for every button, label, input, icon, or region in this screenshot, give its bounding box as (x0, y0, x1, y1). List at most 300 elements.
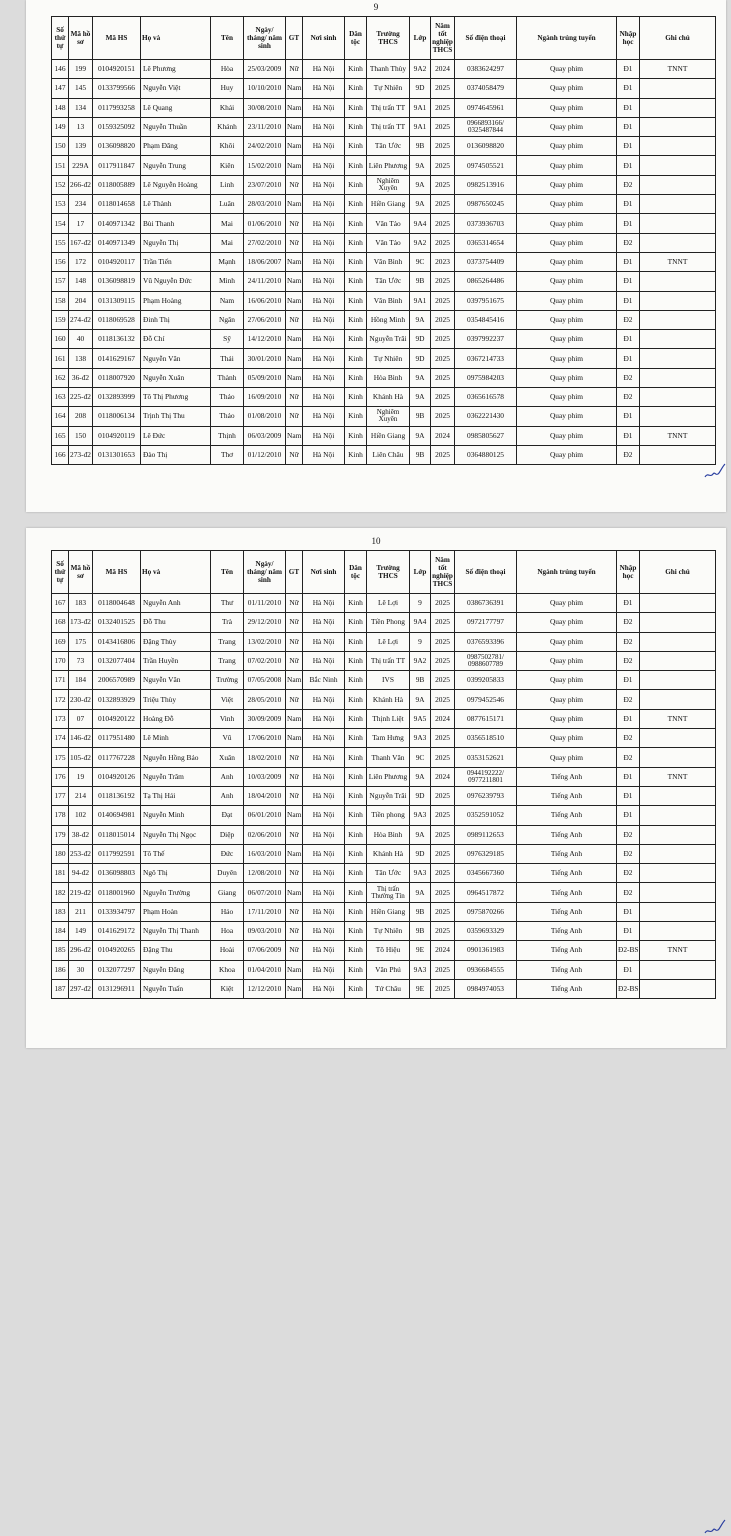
cell-ho-va: Phạm Hoàn (141, 902, 211, 921)
cell-nhap-hoc: Đ2 (617, 748, 640, 767)
cell-ho-va: Đinh Thị (141, 310, 211, 329)
table-row (52, 117, 716, 136)
cell-noi-sinh: Hà Nội (303, 426, 345, 445)
cell-ma-ho-so: 274-đ2 (69, 310, 93, 329)
cell-so-dien-thoai: 0976239793 (455, 786, 517, 805)
cell-noi-sinh: Hà Nội (303, 175, 345, 194)
cell-ten: Hoa (211, 922, 244, 941)
cell-ho-va: Tạ Thị Hải (141, 786, 211, 805)
cell-ghi-chu (640, 729, 716, 748)
cell-lop: 9C (410, 748, 431, 767)
cell-stt: 149 (52, 117, 69, 136)
table-body (52, 594, 716, 999)
cell-ma-hs: 0133934797 (93, 902, 141, 921)
cell-ma-hs: 0118136132 (93, 330, 141, 349)
cell-stt: 153 (52, 195, 69, 214)
cell-nhap-hoc: Đ1 (617, 671, 640, 690)
cell-stt: 165 (52, 426, 69, 445)
header-cell: Nơi sinh (303, 17, 345, 60)
cell-nhap-hoc: Đ1 (617, 960, 640, 979)
cell-stt: 176 (52, 767, 69, 786)
cell-ma-ho-so: 296-đ2 (69, 941, 93, 960)
cell-nam-tot-nghiep: 2025 (431, 671, 455, 690)
cell-lop: 9A1 (410, 117, 431, 136)
cell-ho-va: Nguyễn Đăng (141, 960, 211, 979)
header-cell: Họ và (141, 17, 211, 60)
table-row (52, 941, 716, 960)
cell-noi-sinh: Hà Nội (303, 960, 345, 979)
cell-ngay-sinh: 12/12/2010 (244, 979, 286, 998)
cell-ma-hs: 0136098803 (93, 864, 141, 883)
cell-dan-toc: Kinh (345, 767, 367, 786)
cell-noi-sinh: Hà Nội (303, 310, 345, 329)
cell-nhap-hoc: Đ2 (617, 690, 640, 709)
cell-stt: 182 (52, 883, 69, 902)
cell-noi-sinh: Bắc Ninh (303, 671, 345, 690)
cell-so-dien-thoai: 0359693329 (455, 922, 517, 941)
cell-nhap-hoc: Đ1 (617, 272, 640, 291)
cell-noi-sinh: Hà Nội (303, 864, 345, 883)
cell-noi-sinh: Hà Nội (303, 902, 345, 921)
cell-ma-hs: 0132077297 (93, 960, 141, 979)
cell-truong-thcs: Thị trấn TT (367, 117, 410, 136)
cell-so-dien-thoai: 0987650245 (455, 195, 517, 214)
cell-so-dien-thoai: 0376593396 (455, 632, 517, 651)
cell-so-dien-thoai: 0354845416 (455, 310, 517, 329)
cell-nganh-trung-tuyen: Quay phim (517, 291, 617, 310)
cell-stt: 151 (52, 156, 69, 175)
cell-nam-tot-nghiep: 2025 (431, 349, 455, 368)
cell-ngay-sinh: 06/01/2010 (244, 806, 286, 825)
cell-ma-ho-so: 138 (69, 349, 93, 368)
cell-nhap-hoc: Đ1 (617, 902, 640, 921)
cell-dan-toc: Kinh (345, 671, 367, 690)
cell-lop: 9A (410, 883, 431, 902)
cell-ma-ho-so: 07 (69, 709, 93, 728)
cell-noi-sinh: Hà Nội (303, 252, 345, 271)
cell-ho-va: Lê Quang (141, 98, 211, 117)
cell-dan-toc: Kinh (345, 98, 367, 117)
cell-truong-thcs: Thị trấn TT (367, 651, 410, 670)
cell-ngay-sinh: 30/08/2010 (244, 98, 286, 117)
cell-ma-ho-so: 211 (69, 902, 93, 921)
cell-so-dien-thoai: 0984974053 (455, 979, 517, 998)
cell-truong-thcs: Nguyễn Trãi (367, 330, 410, 349)
table-row (52, 671, 716, 690)
cell-ghi-chu (640, 233, 716, 252)
cell-so-dien-thoai: 0877615171 (455, 709, 517, 728)
cell-gioi-tinh: Nữ (286, 864, 303, 883)
cell-so-dien-thoai: 0989112653 (455, 825, 517, 844)
cell-dan-toc: Kinh (345, 117, 367, 136)
cell-nam-tot-nghiep: 2025 (431, 922, 455, 941)
cell-noi-sinh: Hà Nội (303, 632, 345, 651)
cell-gioi-tinh: Nữ (286, 445, 303, 464)
cell-nam-tot-nghiep: 2025 (431, 979, 455, 998)
cell-ten: Nam (211, 291, 244, 310)
cell-nhap-hoc: Đ1 (617, 79, 640, 98)
cell-ghi-chu (640, 79, 716, 98)
cell-lop: 9A (410, 426, 431, 445)
cell-ngay-sinh: 06/03/2009 (244, 426, 286, 445)
cell-nam-tot-nghiep: 2024 (431, 60, 455, 79)
cell-ngay-sinh: 15/02/2010 (244, 156, 286, 175)
signature-mark (704, 1518, 726, 1536)
cell-ho-va: Lê Thành (141, 195, 211, 214)
cell-ten: Huy (211, 79, 244, 98)
cell-nhap-hoc: Đ1 (617, 806, 640, 825)
cell-nganh-trung-tuyen: Quay phim (517, 613, 617, 632)
cell-gioi-tinh: Nam (286, 195, 303, 214)
cell-truong-thcs: Tân Ước (367, 864, 410, 883)
cell-nhap-hoc: Đ1 (617, 98, 640, 117)
cell-ten: Mạnh (211, 252, 244, 271)
cell-ho-va: Nguyễn Việt (141, 79, 211, 98)
cell-lop: 9A4 (410, 214, 431, 233)
cell-nganh-trung-tuyen: Quay phim (517, 272, 617, 291)
cell-nhap-hoc: Đ1 (617, 214, 640, 233)
table-row (52, 922, 716, 941)
cell-gioi-tinh: Nam (286, 79, 303, 98)
cell-ghi-chu (640, 156, 716, 175)
cell-nhap-hoc: Đ1 (617, 426, 640, 445)
cell-gioi-tinh: Nữ (286, 233, 303, 252)
cell-so-dien-thoai: 0982513916 (455, 175, 517, 194)
cell-ghi-chu (640, 594, 716, 613)
cell-nganh-trung-tuyen: Quay phim (517, 594, 617, 613)
cell-ma-ho-so: 146-đ2 (69, 729, 93, 748)
cell-ngay-sinh: 10/03/2009 (244, 767, 286, 786)
cell-ten: Mai (211, 233, 244, 252)
cell-ma-ho-so: 183 (69, 594, 93, 613)
cell-ghi-chu (640, 864, 716, 883)
cell-ma-ho-so: 139 (69, 137, 93, 156)
cell-truong-thcs: Tiền Phong (367, 613, 410, 632)
cell-lop: 9A (410, 388, 431, 407)
header-cell: Số điện thoại (455, 17, 517, 60)
cell-ma-ho-so: 253-đ2 (69, 844, 93, 863)
cell-ten: Anh (211, 767, 244, 786)
cell-ghi-chu (640, 844, 716, 863)
cell-ten: Khánh (211, 117, 244, 136)
cell-ngay-sinh: 28/05/2010 (244, 690, 286, 709)
cell-nganh-trung-tuyen: Tiếng Anh (517, 825, 617, 844)
cell-ma-hs: 0117992591 (93, 844, 141, 863)
cell-ngay-sinh: 29/12/2010 (244, 613, 286, 632)
cell-ngay-sinh: 27/06/2010 (244, 310, 286, 329)
cell-stt: 180 (52, 844, 69, 863)
cell-ghi-chu (640, 883, 716, 902)
cell-nam-tot-nghiep: 2024 (431, 767, 455, 786)
cell-ten: Duyên (211, 864, 244, 883)
cell-nhap-hoc: Đ1 (617, 60, 640, 79)
cell-gioi-tinh: Nam (286, 844, 303, 863)
cell-ma-hs: 0118006134 (93, 407, 141, 426)
cell-ho-va: Nguyễn Văn (141, 349, 211, 368)
cell-ho-va: Bùi Thanh (141, 214, 211, 233)
cell-ghi-chu: TNNT (640, 709, 716, 728)
cell-ma-ho-so: 30 (69, 960, 93, 979)
cell-nhap-hoc: Đ1 (617, 594, 640, 613)
cell-stt: 175 (52, 748, 69, 767)
header-cell: Nhập học (617, 551, 640, 594)
cell-noi-sinh: Hà Nội (303, 368, 345, 387)
cell-ho-va: Đặng Thùy (141, 632, 211, 651)
cell-truong-thcs: Thịnh Liệt (367, 709, 410, 728)
cell-gioi-tinh: Nữ (286, 825, 303, 844)
cell-lop: 9A (410, 156, 431, 175)
table-row (52, 786, 716, 805)
cell-truong-thcs: Hòa Bình (367, 825, 410, 844)
cell-nganh-trung-tuyen: Quay phim (517, 368, 617, 387)
cell-nganh-trung-tuyen: Quay phim (517, 349, 617, 368)
cell-nam-tot-nghiep: 2025 (431, 960, 455, 979)
cell-nam-tot-nghiep: 2025 (431, 98, 455, 117)
cell-ma-ho-so: 173-đ2 (69, 613, 93, 632)
cell-noi-sinh: Hà Nội (303, 233, 345, 252)
cell-so-dien-thoai: 0365314654 (455, 233, 517, 252)
cell-nhap-hoc: Đ2 (617, 864, 640, 883)
cell-dan-toc: Kinh (345, 594, 367, 613)
cell-ma-ho-so: 13 (69, 117, 93, 136)
cell-ma-ho-so: 102 (69, 806, 93, 825)
cell-stt: 171 (52, 671, 69, 690)
cell-gioi-tinh: Nữ (286, 922, 303, 941)
cell-ten: Thảo (211, 407, 244, 426)
cell-nganh-trung-tuyen: Tiếng Anh (517, 883, 617, 902)
cell-lop: 9B (410, 272, 431, 291)
cell-ma-ho-so: 40 (69, 330, 93, 349)
cell-ten: Khải (211, 98, 244, 117)
cell-nam-tot-nghiep: 2024 (431, 426, 455, 445)
cell-lop: 9A (410, 825, 431, 844)
cell-nhap-hoc: Đ1 (617, 709, 640, 728)
header-cell: Ngày/ tháng/ năm sinh (244, 551, 286, 594)
cell-ho-va: Nguyễn Thuần (141, 117, 211, 136)
cell-ten: Thảo (211, 388, 244, 407)
cell-nam-tot-nghiep: 2024 (431, 709, 455, 728)
cell-ma-ho-so: 145 (69, 79, 93, 98)
cell-gioi-tinh: Nam (286, 291, 303, 310)
cell-nganh-trung-tuyen: Tiếng Anh (517, 786, 617, 805)
cell-ghi-chu (640, 137, 716, 156)
cell-so-dien-thoai: 0901361983 (455, 941, 517, 960)
cell-dan-toc: Kinh (345, 979, 367, 998)
header-cell: Số thứ tự (52, 17, 69, 60)
cell-nam-tot-nghiep: 2025 (431, 594, 455, 613)
cell-ma-ho-so: 219-đ2 (69, 883, 93, 902)
cell-ho-va: Nguyễn Trâm (141, 767, 211, 786)
cell-stt: 162 (52, 368, 69, 387)
cell-ma-hs: 0141629167 (93, 349, 141, 368)
cell-nam-tot-nghiep: 2025 (431, 651, 455, 670)
cell-dan-toc: Kinh (345, 214, 367, 233)
cell-nganh-trung-tuyen: Tiếng Anh (517, 922, 617, 941)
cell-ngay-sinh: 05/09/2010 (244, 368, 286, 387)
cell-nhap-hoc: Đ2 (617, 310, 640, 329)
cell-lop: 9B (410, 671, 431, 690)
cell-ma-hs: 0118136192 (93, 786, 141, 805)
cell-truong-thcs: Khánh Hà (367, 844, 410, 863)
cell-lop: 9A2 (410, 60, 431, 79)
cell-ma-ho-so: 17 (69, 214, 93, 233)
cell-noi-sinh: Hà Nội (303, 117, 345, 136)
cell-stt: 160 (52, 330, 69, 349)
cell-ma-ho-so: 149 (69, 922, 93, 941)
cell-ghi-chu (640, 902, 716, 921)
cell-so-dien-thoai: 0367214733 (455, 349, 517, 368)
cell-so-dien-thoai: 0964517872 (455, 883, 517, 902)
cell-ten: Sỹ (211, 330, 244, 349)
cell-ma-hs: 0104920122 (93, 709, 141, 728)
cell-nhap-hoc: Đ2 (617, 729, 640, 748)
cell-gioi-tinh: Nữ (286, 214, 303, 233)
cell-dan-toc: Kinh (345, 60, 367, 79)
cell-dan-toc: Kinh (345, 632, 367, 651)
cell-ten: Minh (211, 272, 244, 291)
cell-nhap-hoc: Đ1 (617, 291, 640, 310)
cell-ho-va: Phạm Hoàng (141, 291, 211, 310)
cell-stt: 184 (52, 922, 69, 941)
header-cell: Ghi chú (640, 551, 716, 594)
cell-dan-toc: Kinh (345, 310, 367, 329)
cell-stt: 172 (52, 690, 69, 709)
cell-nam-tot-nghiep: 2025 (431, 883, 455, 902)
cell-nam-tot-nghiep: 2025 (431, 175, 455, 194)
cell-nhap-hoc: Đ2 (617, 445, 640, 464)
cell-ma-ho-so: 225-đ2 (69, 388, 93, 407)
cell-ghi-chu (640, 748, 716, 767)
cell-truong-thcs: Thị trấn TT (367, 98, 410, 117)
cell-nganh-trung-tuyen: Quay phim (517, 137, 617, 156)
cell-ma-ho-so: 208 (69, 407, 93, 426)
cell-ten: Kiệt (211, 979, 244, 998)
cell-ngay-sinh: 07/06/2009 (244, 941, 286, 960)
cell-ho-va: Nguyễn Anh (141, 594, 211, 613)
cell-ngay-sinh: 30/09/2009 (244, 709, 286, 728)
cell-ngay-sinh: 23/07/2010 (244, 175, 286, 194)
cell-so-dien-thoai: 0976329185 (455, 844, 517, 863)
cell-ten: Thư (211, 594, 244, 613)
cell-dan-toc: Kinh (345, 272, 367, 291)
cell-nam-tot-nghiep: 2025 (431, 117, 455, 136)
cell-dan-toc: Kinh (345, 426, 367, 445)
table-row (52, 195, 716, 214)
signature-mark (704, 462, 726, 480)
cell-ma-hs: 0140971342 (93, 214, 141, 233)
cell-noi-sinh: Hà Nội (303, 407, 345, 426)
cell-nam-tot-nghiep: 2025 (431, 613, 455, 632)
cell-nam-tot-nghiep: 2025 (431, 368, 455, 387)
cell-truong-thcs: Tự Nhiên (367, 922, 410, 941)
cell-noi-sinh: Hà Nội (303, 214, 345, 233)
cell-gioi-tinh: Nữ (286, 310, 303, 329)
cell-ma-ho-so: 229A (69, 156, 93, 175)
cell-nganh-trung-tuyen: Quay phim (517, 426, 617, 445)
cell-noi-sinh: Hà Nội (303, 767, 345, 786)
cell-nganh-trung-tuyen: Quay phim (517, 252, 617, 271)
cell-lop: 9E (410, 941, 431, 960)
cell-dan-toc: Kinh (345, 729, 367, 748)
cell-lop: 9 (410, 632, 431, 651)
cell-lop: 9A (410, 310, 431, 329)
cell-ten: Diệp (211, 825, 244, 844)
cell-ghi-chu (640, 349, 716, 368)
cell-ngay-sinh: 18/02/2010 (244, 748, 286, 767)
cell-lop: 9A (410, 368, 431, 387)
cell-nam-tot-nghiep: 2025 (431, 233, 455, 252)
cell-nhap-hoc: Đ2 (617, 175, 640, 194)
cell-gioi-tinh: Nam (286, 960, 303, 979)
cell-stt: 156 (52, 252, 69, 271)
cell-ho-va: Nguyễn Hồng Bảo (141, 748, 211, 767)
cell-gioi-tinh: Nam (286, 806, 303, 825)
cell-ho-va: Nguyễn Thị Ngọc (141, 825, 211, 844)
cell-nhap-hoc: Đ2 (617, 651, 640, 670)
cell-so-dien-thoai: 0353152621 (455, 748, 517, 767)
cell-nganh-trung-tuyen: Quay phim (517, 748, 617, 767)
cell-nam-tot-nghiep: 2025 (431, 156, 455, 175)
header-cell: Mã hồ sơ (69, 17, 93, 60)
cell-ghi-chu (640, 407, 716, 426)
cell-stt: 167 (52, 594, 69, 613)
cell-ghi-chu (640, 922, 716, 941)
cell-nganh-trung-tuyen: Tiếng Anh (517, 902, 617, 921)
cell-ghi-chu (640, 613, 716, 632)
cell-ngay-sinh: 28/03/2010 (244, 195, 286, 214)
table-header (52, 551, 716, 594)
cell-ten: Anh (211, 786, 244, 805)
cell-ghi-chu (640, 175, 716, 194)
cell-ngay-sinh: 01/04/2010 (244, 960, 286, 979)
cell-dan-toc: Kinh (345, 922, 367, 941)
cell-truong-thcs: Tô Hiệu (367, 941, 410, 960)
cell-dan-toc: Kinh (345, 941, 367, 960)
cell-ma-ho-so: 234 (69, 195, 93, 214)
cell-ho-va: Vũ Nguyễn Đức (141, 272, 211, 291)
cell-nam-tot-nghiep: 2025 (431, 79, 455, 98)
cell-gioi-tinh: Nam (286, 368, 303, 387)
cell-ma-ho-so: 73 (69, 651, 93, 670)
cell-lop: 9A3 (410, 806, 431, 825)
cell-ma-hs: 0140694981 (93, 806, 141, 825)
cell-nam-tot-nghiep: 2025 (431, 272, 455, 291)
cell-ma-hs: 0131309115 (93, 291, 141, 310)
cell-lop: 9A5 (410, 709, 431, 728)
cell-gioi-tinh: Nữ (286, 786, 303, 805)
cell-ngay-sinh: 17/06/2010 (244, 729, 286, 748)
cell-ghi-chu: TNNT (640, 60, 716, 79)
cell-ma-hs: 0132893999 (93, 388, 141, 407)
cell-ma-hs: 0118001960 (93, 883, 141, 902)
cell-gioi-tinh: Nam (286, 98, 303, 117)
cell-so-dien-thoai: 0979452546 (455, 690, 517, 709)
table-row (52, 272, 716, 291)
cell-ma-hs: 0131301653 (93, 445, 141, 464)
cell-stt: 178 (52, 806, 69, 825)
cell-ten: Thái (211, 349, 244, 368)
cell-ghi-chu (640, 98, 716, 117)
table-row (52, 613, 716, 632)
cell-ma-hs: 0140971349 (93, 233, 141, 252)
cell-stt: 181 (52, 864, 69, 883)
header-cell: Dân tộc (345, 17, 367, 60)
cell-lop: 9A3 (410, 729, 431, 748)
cell-ghi-chu (640, 786, 716, 805)
cell-lop: 9D (410, 844, 431, 863)
cell-lop: 9A2 (410, 651, 431, 670)
cell-nhap-hoc: Đ1 (617, 407, 640, 426)
